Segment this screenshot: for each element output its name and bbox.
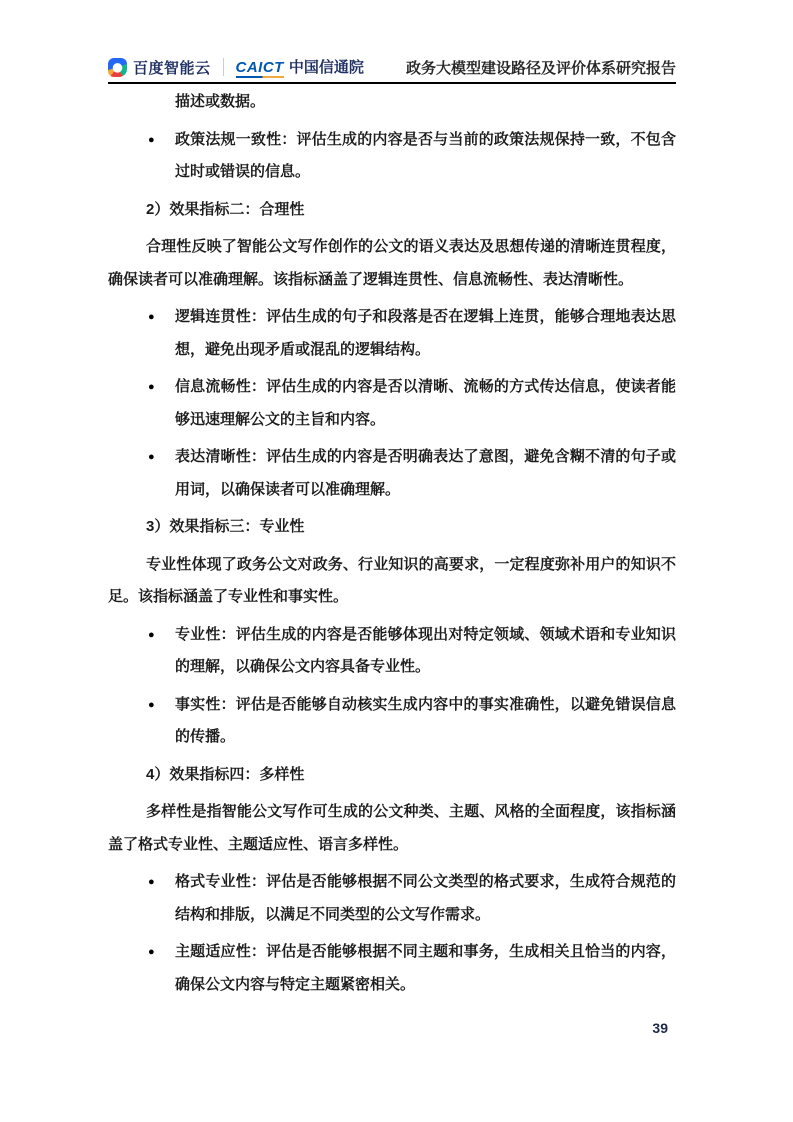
- paragraph: 专业性体现了政务公文对政务、行业知识的高要求，一定程度弥补用户的知识不足。该指标涵盖了专业性和事实性。: [108, 555, 676, 605]
- page-header: [108, 52, 676, 84]
- bullet-item: [108, 441, 676, 506]
- report-title: 政务大模型建设路径及评价体系研究报告: [405, 59, 676, 77]
- bullet-item: [108, 619, 676, 684]
- bullet-icon: ●: [148, 311, 155, 323]
- bullet-icon: ●: [148, 946, 155, 958]
- continuation-line: 描述或数据。: [175, 93, 266, 110]
- bullet-text: 事实性：评估是否能够自动核实生成内容中的事实准确性，以避免错误信息的传播。: [175, 695, 676, 745]
- bullet-item: [108, 301, 676, 366]
- page-body: [108, 86, 676, 1006]
- paragraph: 合理性反映了智能公文写作创作的公文的语义表达及思想传递的清晰连贯程度，确保读者可以准确理解。该指标涵盖了逻辑连贯性、信息流畅性、表达清晰性。: [108, 238, 676, 288]
- caict-logo: [236, 56, 364, 78]
- bullet-text: 逻辑连贯性：评估生成的句子和段落是否在逻辑上连贯，能够合理地表达思想，避免出现矛盾或混乱的逻辑结构。: [175, 308, 676, 358]
- bullet-icon: ●: [148, 876, 155, 888]
- caict-logo-en-text: CAICT: [235, 59, 284, 76]
- bullet-item: [108, 124, 676, 189]
- baidu-cloud-logo: [108, 57, 211, 78]
- bullet-icon: ●: [148, 698, 155, 711]
- page-number: 39: [652, 1020, 668, 1036]
- baidu-cloud-logo-text: 百度智能云: [133, 59, 211, 77]
- section-heading: 4）效果指标四：多样性: [146, 765, 305, 783]
- bullet-icon: ●: [148, 451, 155, 463]
- bullet-item: [108, 689, 676, 754]
- bullet-text: 专业性：评估生成的内容是否能够体现出对特定领域、领域术语和专业知识的理解，以确保公文内容具备专业性。: [175, 625, 676, 675]
- bullet-text: 信息流畅性：评估生成的内容是否以清晰、流畅的方式传达信息，使读者能够迅速理解公文的主旨和内容。: [175, 378, 676, 428]
- bullet-text: 政策法规一致性：评估生成的内容是否与当前的政策法规保持一致，不包含过时或错误的信息。: [175, 130, 676, 180]
- bullet-item: [108, 936, 676, 1001]
- paragraph: 多样性是指智能公文写作可生成的公文种类、主题、风格的全面程度，该指标涵盖了格式专业性、主题适应性、语言多样性。: [108, 803, 676, 853]
- section-heading: 2）效果指标二：合理性: [146, 200, 305, 218]
- bullet-icon: ●: [148, 133, 155, 146]
- caict-logo-cn-text: 中国信通院: [288, 59, 364, 76]
- bullet-text: 表达清晰性：评估生成的内容是否明确表达了意图，避免含糊不清的句子或用词，以确保读者可以准确理解。: [175, 448, 676, 498]
- bullet-icon: ●: [148, 381, 155, 393]
- bullet-item: [108, 371, 676, 436]
- bullet-item: [108, 866, 676, 931]
- logo-row: [108, 56, 364, 78]
- bullet-text: 格式专业性：评估是否能够根据不同公文类型的格式要求，生成符合规范的结构和排版，以满足不同类型的公文写作需求。: [175, 873, 676, 923]
- bullet-text: 主题适应性：评估是否能够根据不同主题和事务，生成相关且恰当的内容，确保公文内容与特定主题紧密相关。: [175, 943, 676, 993]
- logo-divider: [223, 58, 224, 76]
- baidu-cloud-icon: [108, 58, 127, 77]
- section-heading: 3）效果指标三：专业性: [146, 518, 305, 535]
- bullet-icon: ●: [148, 628, 155, 641]
